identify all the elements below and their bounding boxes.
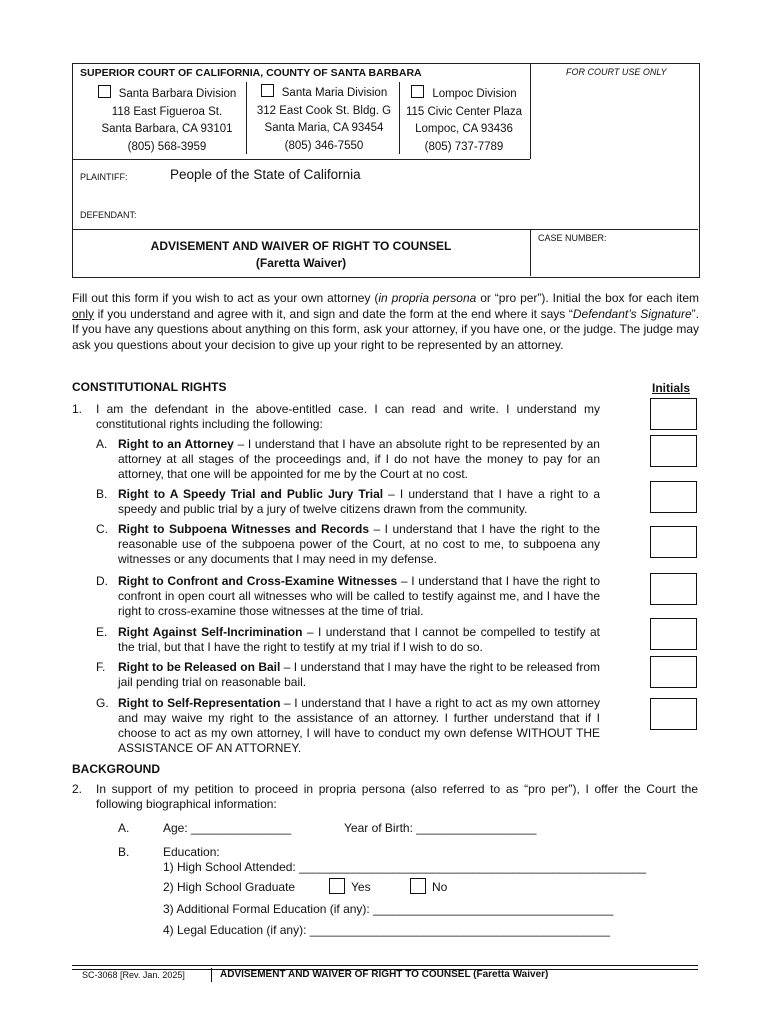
hs-no-checkbox[interactable] (410, 878, 426, 894)
form-title: ADVISEMENT AND WAIVER OF RIGHT TO COUNSEL (Faretta Waiver) (150, 239, 452, 270)
right-item-c: C. Right to Subpoena Witnesses and Records – I understand that I have the right to the reasonable use of the subpoena power of the Court, at no cost to me, to subpoena any witnesses or any documents that I may need in my defense. (96, 522, 600, 566)
intro-paragraph: Fill out this form if you wish to act as your own attorney (in propria persona or “pro per”). Initial the box for each item only if you understand and agree with it, and sign and date the form at the end where it says “Defendant’s Signature”. If you have any questions about anything on this form, ask your attorney, if you have one, or the judge. The judge may ask you questions about your decision to give up your right to be represented by an attorney. (72, 291, 699, 352)
initials-box-e[interactable] (650, 618, 697, 650)
case-number-label: CASE NUMBER: (538, 233, 607, 243)
footer-divider (211, 968, 212, 982)
initials-box-g[interactable] (650, 698, 697, 730)
age-field[interactable]: Age: _______________ (163, 821, 292, 835)
court-use-label: FOR COURT USE ONLY (566, 67, 667, 77)
plaintiff-value[interactable]: People of the State of California (170, 167, 361, 182)
right-item-a: A. Right to an Attorney – I understand that I have an absolute right to be represented by an attorney at all stages of the proceedings and, if I do not have the money to pay for an attorney, that one will be appointed for me by the Court at no cost. (96, 437, 600, 481)
constitutional-rights-heading: CONSTITUTIONAL RIGHTS (72, 380, 227, 394)
hs-no-label: No (432, 880, 448, 894)
caption-divider-vertical (530, 63, 531, 159)
plaintiff-label: PLAINTIFF: (80, 172, 128, 182)
item-2-text: In support of my petition to proceed in propria persona (also referred to as “pro per”), I offer the Court the following biographical information: (96, 782, 698, 811)
initials-box-c[interactable] (650, 526, 697, 558)
right-item-g: G. Right to Self-Representation – I understand that I have a right to act as my own attorney and may waive my right to the assistance of an attorney. I further understand that if I choose to act as my own attorney, I will have to conduct my own defense WITHOUT THE ASSISTANCE OF AN ATTORNEY. (96, 696, 600, 755)
initials-box-1[interactable] (650, 398, 697, 430)
hs-yes-label: Yes (351, 880, 371, 894)
lompoc-checkbox[interactable] (411, 85, 424, 98)
item-1-number: 1. (72, 402, 83, 416)
item-1-text: I am the defendant in the above-entitled case. I can read and write. I understand my constitutional rights including the following: (96, 402, 600, 431)
item-2-number: 2. (72, 782, 83, 796)
high-school-graduate-row (163, 880, 295, 894)
background-heading: BACKGROUND (72, 762, 160, 776)
initials-label: Initials (652, 381, 691, 395)
initials-box-a[interactable] (650, 435, 697, 467)
footer-title: ADVISEMENT AND WAIVER OF RIGHT TO COUNSEL (Faretta Waiver) (220, 969, 549, 980)
initials-box-b[interactable] (650, 481, 697, 513)
division-lompoc: Lompoc Division 115 Civic Center Plaza Lompoc, CA 93436 (805) 737-7789 (404, 85, 524, 156)
division-divider-1 (246, 82, 247, 154)
item-a-letter: A. (118, 821, 130, 835)
court-title: SUPERIOR COURT OF CALIFORNIA, COUNTY OF SANTA BARBARA (80, 67, 422, 79)
right-item-f: F. Right to be Released on Bail – I understand that I may have the right to be released from jail pending trial on reasonable bail. (96, 660, 600, 689)
initials-box-f[interactable] (650, 656, 697, 688)
legal-education-field[interactable]: 4) Legal Education (if any): _____________________________________________ (163, 923, 611, 937)
item-b-letter: B. (118, 845, 130, 859)
santa-barbara-checkbox[interactable] (98, 85, 111, 98)
additional-education-field[interactable]: 3) Additional Formal Education (if any): ____________________________________ (163, 902, 614, 916)
year-of-birth-field[interactable]: Year of Birth: __________________ (344, 821, 537, 835)
caption-divider-h1 (72, 159, 530, 160)
right-item-b: B. Right to A Speedy Trial and Public Jury Trial – I understand that I have a right to a speedy and public trial by a jury of twelve citizens drawn from the community. (96, 487, 600, 516)
hs-yes-checkbox[interactable] (329, 878, 345, 894)
case-number-field[interactable] (538, 245, 690, 271)
caption-divider-h2 (72, 229, 698, 230)
defendant-field[interactable] (140, 203, 520, 223)
defendant-label: DEFENDANT: (80, 210, 137, 220)
footer-form-number: SC-3068 [Rev. Jan. 2025] (82, 970, 185, 980)
division-santa-maria: Santa Maria Division 312 East Cook St. Bldg. G Santa Maria, CA 93454 (805) 346-7550 (250, 84, 398, 155)
high-school-attended-field[interactable]: 1) High School Attended: ____________________________________________________ (163, 860, 647, 874)
high-school-graduate-label: 2) High School Graduate (163, 880, 296, 894)
division-santa-barbara: Santa Barbara Division 118 East Figueroa St. Santa Barbara, CA 93101 (805) 568-3959 (82, 85, 252, 156)
initials-box-d[interactable] (650, 573, 697, 605)
right-item-d: D. Right to Confront and Cross-Examine Witnesses – I understand that I have the right to confront in open court all witnesses who will be called to testify against me, and I have the right to cross-examine those witnesses at the time of trial. (96, 574, 600, 618)
right-item-e: E. Right Against Self-Incrimination – I understand that I cannot be compelled to testify at the trial, but that I have the right to testify at my trial if I wish to do so. (96, 625, 600, 654)
caption-divider-vertical-2 (530, 229, 531, 276)
santa-maria-checkbox[interactable] (261, 84, 274, 97)
education-label: Education: (163, 845, 220, 859)
division-divider-2 (399, 82, 400, 154)
